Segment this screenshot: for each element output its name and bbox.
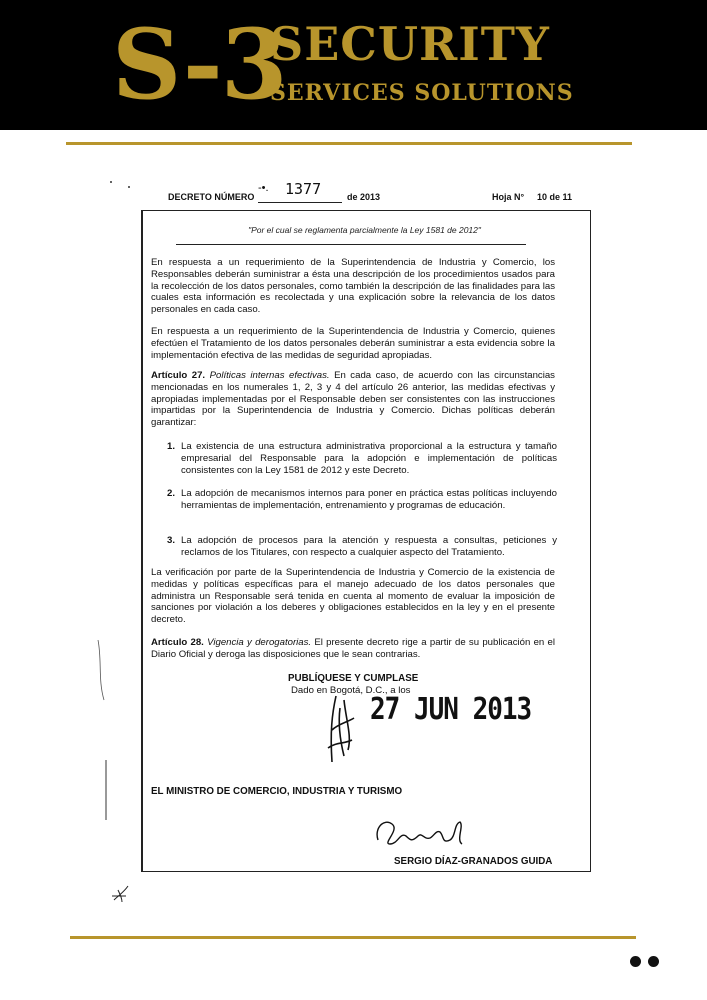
list-item-number: 1. [167,441,176,452]
paragraph-verificacion: La verificación por parte de la Superintendencia de Industria y Comercio de la existencia de medidas y políticas específicas para el manejo adecuado de los datos personales que administra un Responsable será tenida en cuenta al momento de evaluar la imposición de sanciones por violación a los deberes y obligaciones establecidos en la ley y en el presente decreto. [151,567,555,626]
hoja-label: Hoja N° [492,192,525,202]
list-item-text: La adopción de mecanismos internos para poner en práctica estas políticas incluyendo herramientas de implementación, entrenamiento y programas de educación. [181,488,557,511]
list-item [167,488,557,512]
list-item-text: La adopción de procesos para la atención y respuesta a consultas, peticiones y reclamos de los Titulares, con respecto a cualquier aspecto del Tratamiento. [181,535,557,558]
decree-subtitle: "Por el cual se reglamenta parcialmente la Ley 1581 de 2012" [248,225,481,235]
president-signature-icon [322,690,362,770]
logo-mark: S-3 [112,8,286,121]
scan-speck [110,181,112,183]
pager-dot-icon [630,956,641,967]
page-count: 10 de 11 [537,192,573,202]
gold-divider-bottom [70,936,636,939]
paragraph-descripcion: En respuesta a un requerimiento de la Superintendencia de Industria y Comercio, los Responsables deberán suministrar a ésta una descripción de los procedimientos usados para la recolección de los datos personales, como también la descripción de las finalidades para las cuales esta información es recolectada y una explicación sobre la relevancia de los datos personales en cada caso. [151,257,555,316]
date-stamp: 27 JUN 2013 [370,692,532,728]
number-marks: -•. [258,182,269,194]
article-27-title: Políticas internas efectivas. [209,370,330,381]
pager-dot-icon [648,956,659,967]
dado-en-line: Dado en Bogotá, D.C., a los [291,685,411,696]
corner-mark-icon [110,882,134,904]
scan-speck [128,186,130,188]
brand-banner [0,0,707,130]
list-item-number: 3. [167,535,176,546]
decreto-label: DECRETO NÚMERO [168,192,255,202]
signer-name: SERGIO DÍAZ-GRANADOS GUIDA [394,856,553,867]
article-28 [151,637,555,661]
year-label: de 2013 [347,192,381,202]
article-28-title: Vigencia y derogatorias. [207,637,312,648]
list-item-text: La existencia de una estructura administrativa proporcional a la estructura y tamaño empresarial del Responsable para la adopción e implementación de políticas consistentes con la Ley 1581 de 2012 y este Decreto. [181,441,557,476]
logo-subtitle: SERVICES SOLUTIONS [270,80,574,106]
list-item-number: 2. [167,488,176,499]
subtitle-underline [176,244,526,245]
list-item [167,535,557,559]
paragraph-evidencia: En respuesta a un requerimiento de la Superintendencia de Industria y Comercio, quienes efectúen el Tratamiento de los datos personales deberán suministrar a esta evidencia sobre la implementación efectiva de las medidas de seguridad apropiadas. [151,326,555,361]
minister-signature-icon [370,810,470,854]
gold-divider-top [66,142,632,145]
list-item [167,441,557,476]
article-27-body: En cada caso, de acuerdo con las circunstancias mencionadas en los numerales 1, 2, 3 y 4 del artículo 26 anterior, las medidas efectivas y apropiadas implementadas por el Responsable deben ser consistentes con las instrucciones impartidas por la Superintendencia de Industria y Comercio. Dichas políticas deberán garantizar: [151,370,555,429]
article-28-label: Artículo 28. [151,637,204,648]
article-27-label: Artículo 27. [151,370,206,381]
margin-mark-icon [96,640,110,830]
article-28-body: El presente decreto rige a partir de su publicación en el Diario Oficial y deroga las disposiciones que le sean contrarias. [151,637,555,660]
decreto-number: 1377 [285,180,322,198]
logo-title: SECURITY [270,17,550,71]
publiquese-heading: PUBLÍQUESE Y CUMPLASE [288,673,419,684]
article-27 [151,370,555,429]
minister-title: EL MINISTRO DE COMERCIO, INDUSTRIA Y TURISMO [151,786,403,797]
number-underline [258,202,342,203]
